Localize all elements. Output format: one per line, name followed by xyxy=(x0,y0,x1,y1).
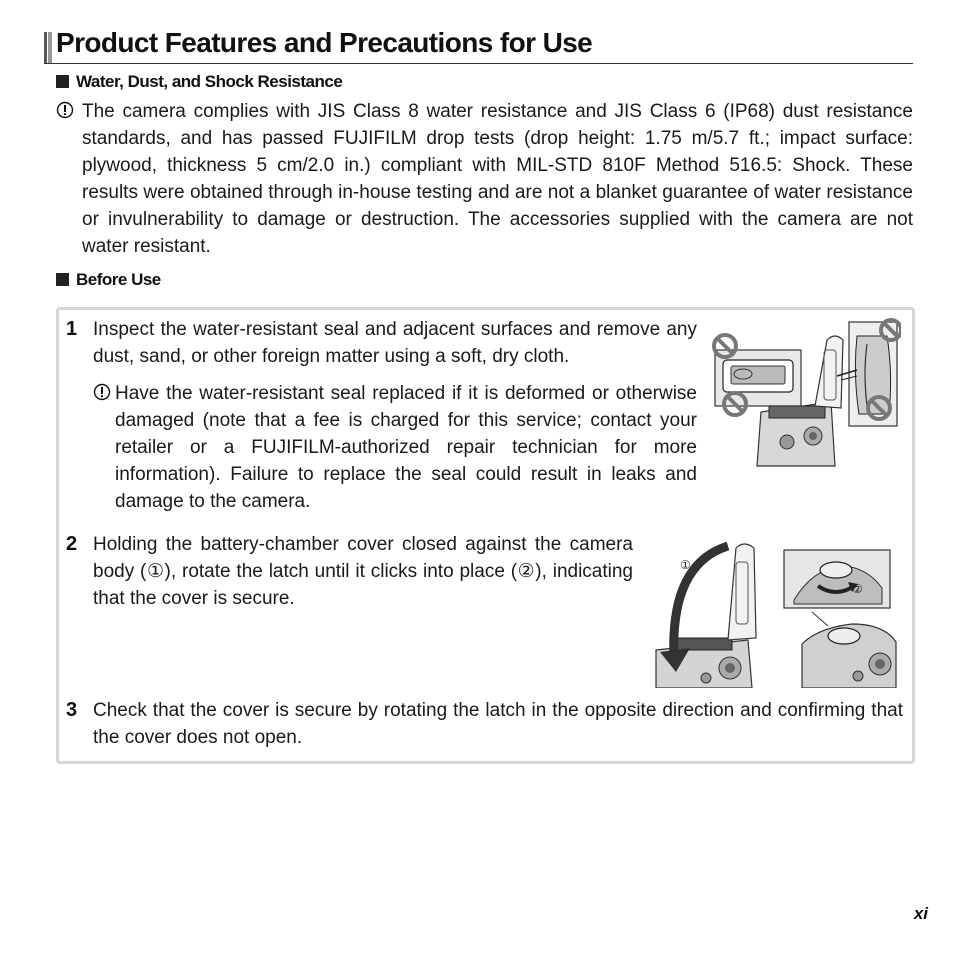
water-resistance-text: The camera complies with JIS Class 8 water resistance and JIS Class 6 (IP68) dust resistance standards, and has passed FUJIFILM drop tests (drop height: 1.75 m/5.7 ft.; impact surface: plywood, thickness 5 cm/2.0 in.) compliant with MIL-STD 810F Method 516.5: Shock. These results were obtained through in-house testing and are not a blanket guarantee of water resistance or invulnerability to damage or destruction. The accessories supplied with the camera are not water resistant. xyxy=(82,101,913,257)
caution-icon xyxy=(93,380,111,407)
step-3-number: 3 xyxy=(66,699,78,721)
step-1-text: Inspect the water-resistant seal and adjacent surfaces and remove any dust, sand, or other foreign matter using a soft, dry cloth. xyxy=(93,319,697,367)
section-heading-water-label: Water, Dust, and Shock Resistance xyxy=(76,72,343,91)
section-heading-water xyxy=(56,72,342,92)
caution-icon-svg xyxy=(56,101,74,119)
heading-square-icon xyxy=(56,273,69,286)
step-1-caution-text: Have the water-resistant seal replaced if it is deformed or otherwise damaged (note that a fee is charged for this service; contact your retailer or a FUJIFILM-authorized repair technician for more information). Failure to replace the seal could result in leaks and damage to the camera. xyxy=(115,383,697,512)
step-3-text: Check that the cover is secure by rotating the latch in the opposite direction and confirming that the cover does not open. xyxy=(93,700,903,748)
page-number: xi xyxy=(913,904,928,923)
heading-square-icon xyxy=(56,75,69,88)
step-1-number: 1 xyxy=(66,318,78,340)
title-marker xyxy=(44,32,52,63)
latch-closing-illustration xyxy=(652,540,904,688)
section-heading-before-use xyxy=(56,270,161,290)
section-heading-before-use-label: Before Use xyxy=(76,270,161,289)
illustration-label-2: ② xyxy=(852,582,863,596)
page-title: Product Features and Precautions for Use xyxy=(56,27,593,58)
title-bar xyxy=(44,27,913,64)
step-2-text: Holding the battery-chamber cover closed against the camera body (①), rotate the latch until it clicks into place (②), indicating that the cover is secure. xyxy=(93,534,633,609)
seal-inspection-illustration xyxy=(711,316,901,468)
seal-inspection-svg xyxy=(711,316,901,468)
illustration-label-1: ① xyxy=(680,558,691,572)
caution-icon-svg xyxy=(93,383,111,401)
step-2-number: 2 xyxy=(66,533,78,555)
caution-icon xyxy=(56,98,74,125)
